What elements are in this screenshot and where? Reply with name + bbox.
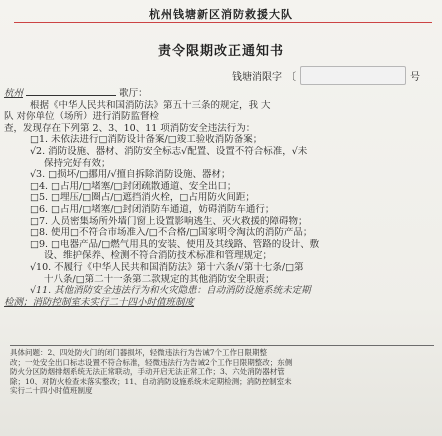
- footer-line-4: 除；10、对防火检查未落实整改；11、自动消防设施系统未定期检测；消防控制室未: [10, 376, 292, 386]
- violation-item-4: □4. □占用/□堵塞/□封闭疏散通道、安全出口；: [30, 180, 237, 192]
- violation-item-2: √2. 消防设施、器材、消防安全标志√配置、设置不符合标准，√未: [30, 145, 308, 157]
- violation-item-11: √11. 其他消防安全违法行为和火灾隐患：自动消防设施系统未定期: [30, 285, 311, 297]
- header-divider: [14, 22, 432, 23]
- violation-item-3: √3. □损坏/□挪用/√擅自拆除消防设施、器材；: [30, 169, 231, 181]
- footer-line-5: 实行二十四小时值班制度: [10, 386, 93, 396]
- document-number: 钱塘消限字 〔 号: [232, 66, 420, 85]
- violation-item-8: □8. 使用□不符合市场准入/□不合格/□国家明令淘汰的消防产品；: [30, 227, 313, 239]
- violation-item-2-cont: 保持完好有效；: [44, 157, 111, 169]
- violation-item-5: □5. □埋压/□圈占/□遮挡消火栓，□占用防火间距；: [30, 192, 255, 204]
- violation-item-1: □1. 未依法进行□消防设计备案/□竣工验收消防备案；: [30, 134, 263, 146]
- doc-number-redacted: [300, 66, 406, 85]
- document-title: 责令限期改正通知书: [157, 44, 284, 59]
- doc-number-suffix: 号: [410, 72, 420, 83]
- violation-item-9: □9. □电器产品/□燃气用具的安装、使用及其线路、管路的设计、敷: [30, 238, 320, 250]
- violation-item-10-cont: 十八条/□第二十一条第二款规定的其他消防安全职责；: [44, 273, 275, 285]
- notice-body: [4, 88, 436, 308]
- footer-line-3: 防火分区防烟排烟系统无法正常联动，手动开启无法正常工作；3、六处消防器材管: [10, 367, 285, 377]
- violation-item-10: √10. 不履行《中华人民共和国消防法》第十六条/√第十七条/□第: [30, 261, 304, 273]
- violation-item-11-cont: 检测；消防控制室未实行二十四小时值班制度: [4, 296, 195, 308]
- footer-line-1: 具体问题：2、四处防火门的闭门器损坏，轻微违法行为告诫7个工作日限期整: [10, 348, 268, 357]
- violation-item-6: □6. □占用/□堵塞/□封闭消防车通道，妨碍消防车通行；: [30, 203, 275, 215]
- doc-number-prefix: 钱塘消限字: [232, 72, 282, 83]
- addressee-tail: 歌厅：: [119, 88, 148, 99]
- body-line-3: 查，发现存在下列第 2、3、10、11 项消防安全违法行为：: [4, 122, 256, 134]
- body-line-1: 根据《中华人民共和国消防法》第五十三条的规定，我 大: [30, 99, 271, 111]
- addressee: 杭州: [4, 88, 24, 99]
- issuing-organization: 杭州钱塘新区消防救援大队: [149, 8, 293, 21]
- footer-line-2: 改；一处安全出口标志设置不符合标准，轻微违法行为告诫2个工作日限期整改；东侧: [10, 357, 293, 367]
- violation-item-9-cont: 设、维护保养、检测不符合消防技术标准和管理规定；: [44, 250, 273, 262]
- violation-item-7: □7. 人员密集场所外墙门窗上设置影响逃生、灭火救援的障碍物；: [30, 215, 308, 227]
- body-line-2: 队 对你单位（场所）进行消防监督检: [4, 111, 160, 123]
- specific-issues-section: [10, 345, 434, 396]
- addressee-line: [4, 88, 436, 100]
